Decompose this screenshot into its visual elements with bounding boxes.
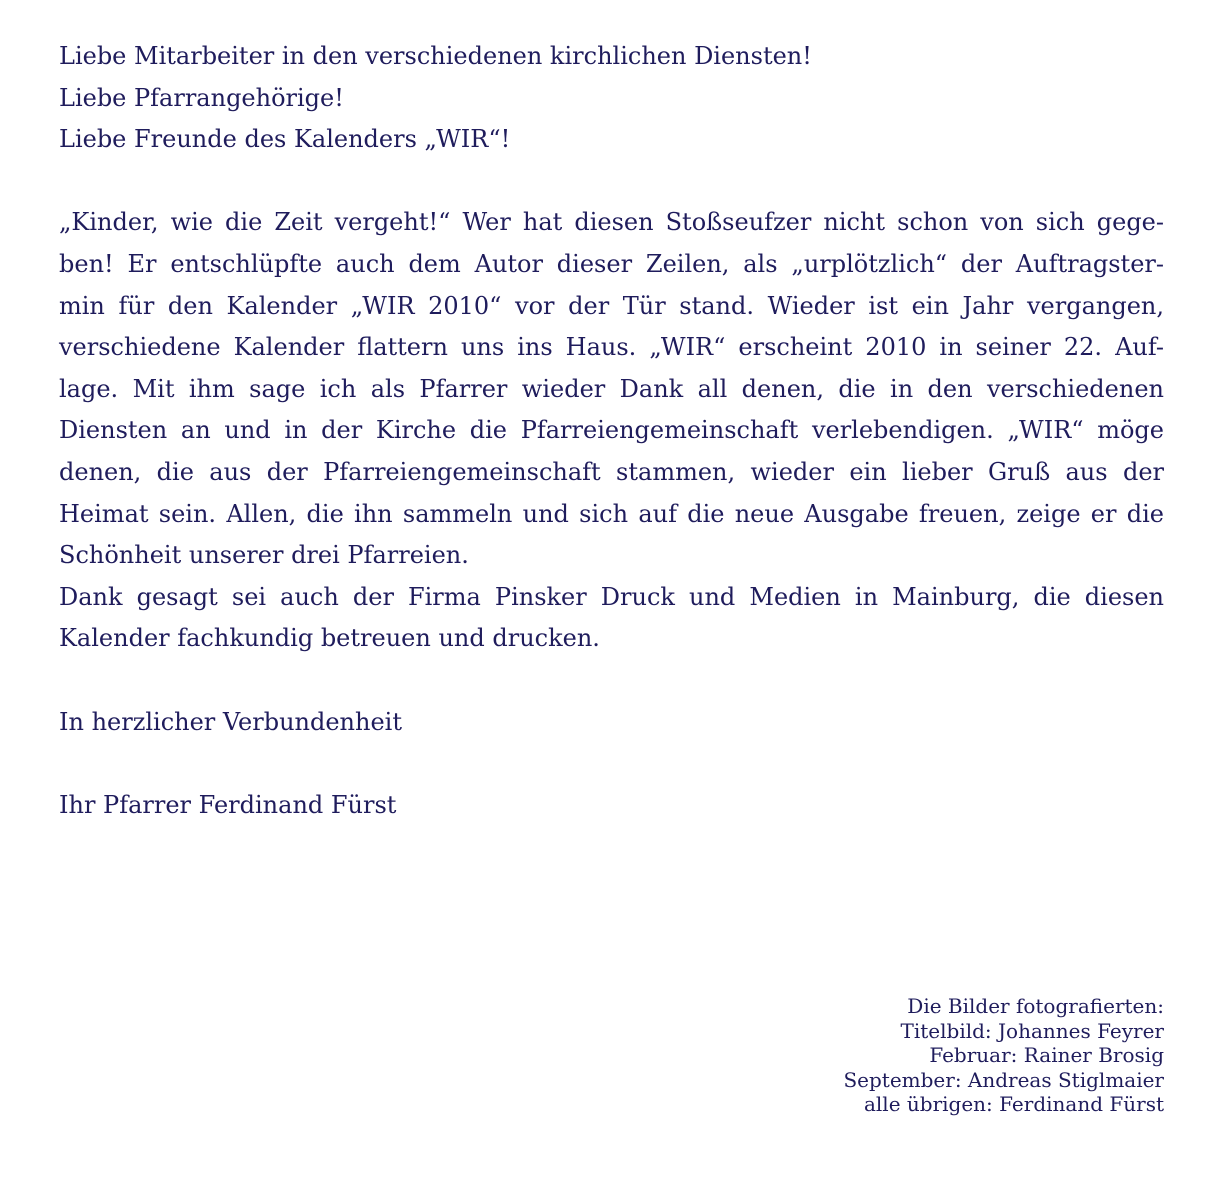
credits-heading: Die Bilder fotografierten: [907,994,1164,1018]
letter [59,36,1164,826]
body-line: Dank gesagt sei auch der Firma Pinsker Druck und Medien in Mainburg, die diesen [59,582,1164,611]
body-line: Diensten an und in der Kirche die Pfarreiengemeinschaft verlebendigen. „WIR“ möge [59,416,1164,445]
credit-line: Titelbild: Johannes Feyrer [900,1018,1164,1043]
body-line: verschiedene Kalender flattern uns ins Haus. „WIR“ erscheint 2010 in seiner 22. Auf- [59,333,1164,362]
greeting-line: Liebe Freunde des Kalenders „WIR“! [59,125,511,154]
greeting-line: Liebe Mitarbeiter in den verschiedenen kirchlichen Diensten! [59,42,812,70]
body-line: denen, die aus der Pfarreiengemeinschaft stammen, wieder ein lieber Gruß aus der [59,457,1164,486]
credit-line: Februar: Rainer Brosig [929,1043,1164,1067]
body-line: min für den Kalender „WIR 2010“ vor der Tür stand. Wieder ist ein Jahr vergangen, [59,291,1164,320]
closing-line: In herzlicher Verbundenheit [59,707,402,736]
greeting-block [59,36,1164,161]
body-line: Schönheit unserer drei Pfarreien. [59,541,469,570]
body-line: Kalender fachkundig betreuen und drucken. [59,624,600,653]
greeting-line: Liebe Pfarrangehörige! [59,83,344,112]
photo-credits [843,994,1164,1117]
signature-line: Ihr Pfarrer Ferdinand Fürst [59,790,397,819]
credit-line: alle übrigen: Ferdinand Fürst [863,1092,1164,1116]
body-line: lage. Mit ihm sage ich als Pfarrer wieder Dank all denen, die in den verschiedenen [59,374,1164,403]
body-line: „Kinder, wie die Zeit vergeht!“ Wer hat diesen Stoßseufzer nicht schon von sich gege- [59,208,1164,237]
body-line: ben! Er entschlüpfte auch dem Autor dieser Zeilen, als „urplötzlich“ der Auftragster- [59,249,1164,278]
credit-line: September: Andreas Stiglmaier [843,1067,1164,1092]
letter-body [59,202,1164,660]
body-line: Heimat sein. Allen, die ihn sammeln und sich auf die neue Ausgabe freuen, zeige er die [59,499,1164,528]
